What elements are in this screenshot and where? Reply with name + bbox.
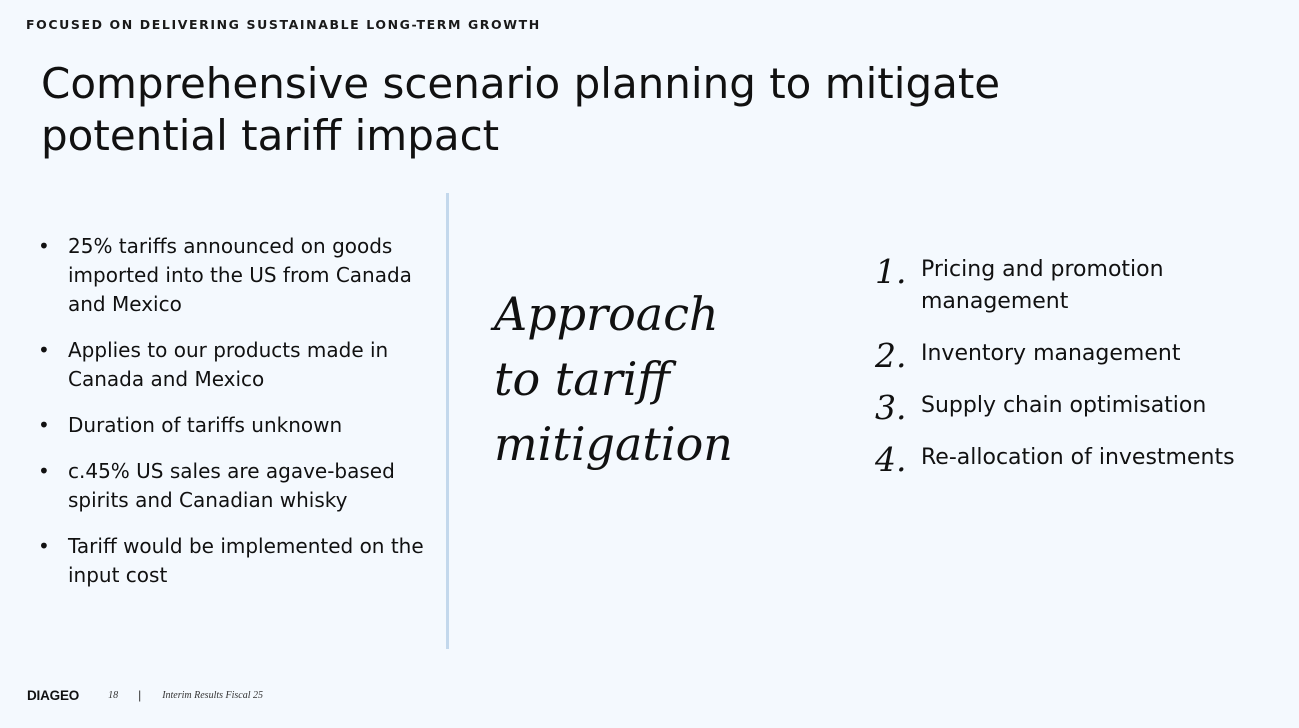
footer-caption: Interim Results Fiscal 25 — [162, 689, 264, 701]
list-item: • Applies to our products made in Canada and Mexico — [38, 336, 433, 394]
section-eyebrow: FOCUSED ON DELIVERING SUSTAINABLE LONG-TERM GROWTH — [26, 17, 541, 32]
list-item: • Duration of tariffs unknown — [38, 411, 433, 440]
approach-line-1: Approach — [494, 287, 719, 341]
footer-separator: | — [138, 688, 142, 702]
diageo-logo: DIAGEO — [27, 687, 80, 703]
approach-line-3: mitigation — [494, 417, 733, 471]
page-title: Comprehensive scenario planning to mitigate potential tariff impact — [41, 59, 1001, 160]
step-label: Pricing and promotion management — [921, 257, 1164, 314]
tariff-facts-list — [38, 232, 433, 607]
list-item: • c.45% US sales are agave-based spirits and Canadian whisky — [38, 457, 433, 515]
list-item: • 25% tariffs announced on goods imported into the US from Canada and Mexico — [38, 232, 433, 319]
approach-heading — [494, 282, 824, 477]
step-label: Inventory management — [921, 341, 1181, 366]
step-label: Supply chain optimisation — [921, 393, 1207, 418]
step-label: Re-allocation of investments — [921, 445, 1235, 470]
list-item: • Tariff would be implemented on the input cost — [38, 532, 433, 590]
step-item — [875, 254, 1285, 318]
step-number: 1. — [875, 252, 907, 291]
footer — [27, 686, 263, 704]
mitigation-steps-list — [875, 254, 1285, 494]
approach-line-2: to tariff — [494, 352, 671, 406]
vertical-divider — [446, 193, 449, 649]
step-item — [875, 440, 1285, 479]
step-number: 3. — [875, 388, 907, 427]
step-item — [875, 336, 1285, 375]
step-item — [875, 388, 1285, 427]
step-number: 4. — [875, 440, 907, 479]
page-number: 18 — [108, 689, 119, 701]
step-number: 2. — [875, 336, 907, 375]
